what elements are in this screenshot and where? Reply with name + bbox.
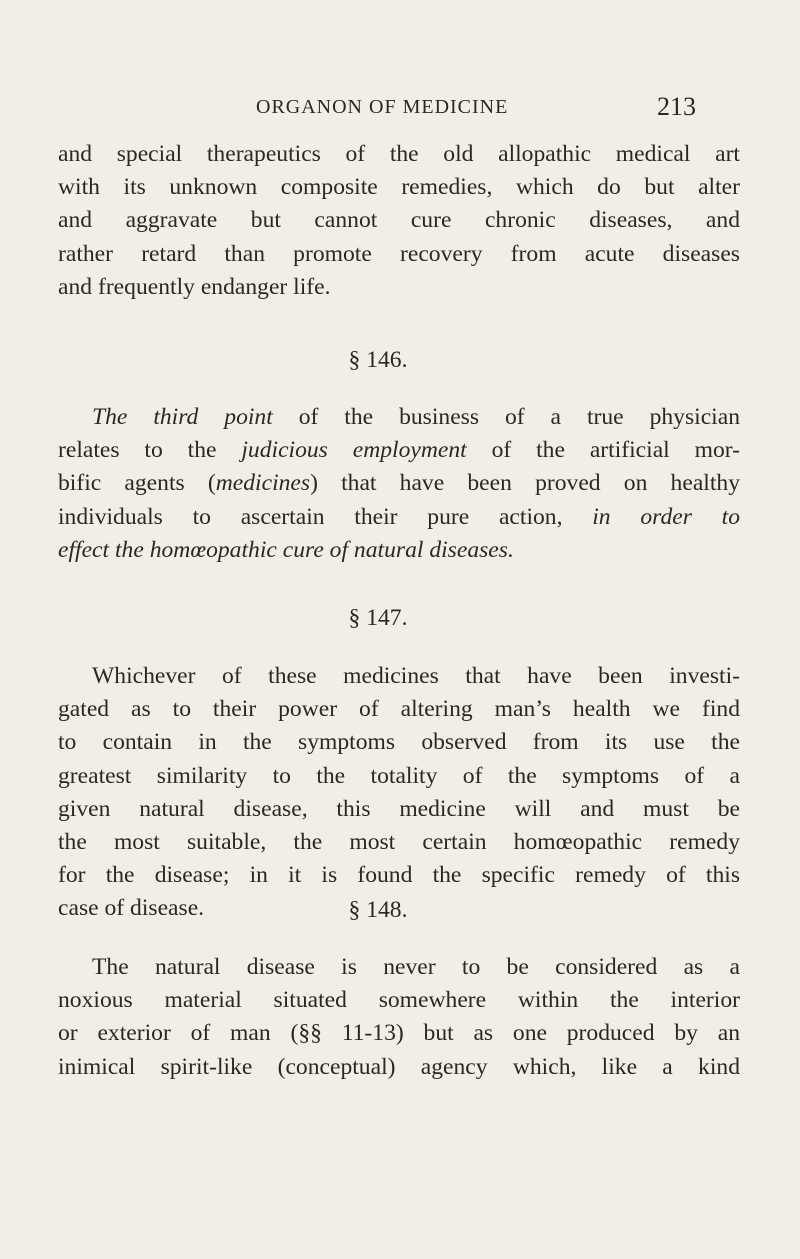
text-line: inimical spirit-like (conceptual) agency which, like a kind <box>58 1053 740 1080</box>
running-title: ORGANON OF MEDICINE <box>256 96 509 118</box>
text-line: the most suitable, the most certain homœopathic remedy <box>58 829 740 856</box>
text-line: or exterior of man (§§ 11-13) but as one produced by an <box>58 1020 740 1047</box>
section-heading-148: § 148. <box>348 897 408 923</box>
text-line: and frequently endanger life. <box>58 273 331 300</box>
italic-phrase: effect the homœopathic cure of natural diseases. <box>58 536 514 563</box>
section-heading-146: § 146. <box>348 347 408 373</box>
text-line: noxious material situated somewhere within the interior <box>58 987 740 1014</box>
text-line: Whichever of these medicines that have been investi- <box>92 663 740 689</box>
text-line: with its unknown composite remedies, which do but alter <box>58 174 740 201</box>
text-line: and aggravate but cannot cure chronic diseases, and <box>58 207 740 234</box>
text-line: and special therapeutics of the old allopathic medical art <box>58 141 740 167</box>
text-line: relates to the judicious employment of the artificial mor- <box>58 437 740 464</box>
text-line: given natural disease, this medicine will and must be <box>58 795 740 822</box>
text-line: greatest similarity to the totality of the symptoms of a <box>58 762 740 789</box>
text-line: to contain in the symptoms observed from its use the <box>58 729 740 756</box>
italic-phrase: in order to <box>592 503 741 530</box>
running-head <box>256 92 696 126</box>
italic-phrase: The third point <box>92 404 273 430</box>
page-number: 213 <box>657 92 696 121</box>
text-line: rather retard than promote recovery from acute diseases <box>58 240 740 267</box>
italic-phrase: judicious employment <box>241 437 467 464</box>
text-line: gated as to their power of altering man’s health we find <box>58 696 740 723</box>
section-heading-147: § 147. <box>348 605 408 631</box>
text-line <box>58 534 740 567</box>
italic-phrase: medicines <box>215 470 311 497</box>
text-line: case of disease. <box>58 895 205 922</box>
text-line: The natural disease is never to be considered as a <box>92 954 740 980</box>
text-line: individuals to ascertain their pure action, in order to <box>58 503 741 530</box>
section-147-paragraph <box>58 660 740 926</box>
text-line: The third point of the business of a true physician <box>92 404 740 430</box>
text-line: bific agents (medicines) that have been proved on healthy <box>58 470 740 497</box>
section-148-paragraph <box>58 951 740 1084</box>
text-line: for the disease; in it is found the specific remedy of this <box>58 862 740 889</box>
paragraph-continuation <box>58 138 740 304</box>
section-146-paragraph <box>58 401 740 567</box>
